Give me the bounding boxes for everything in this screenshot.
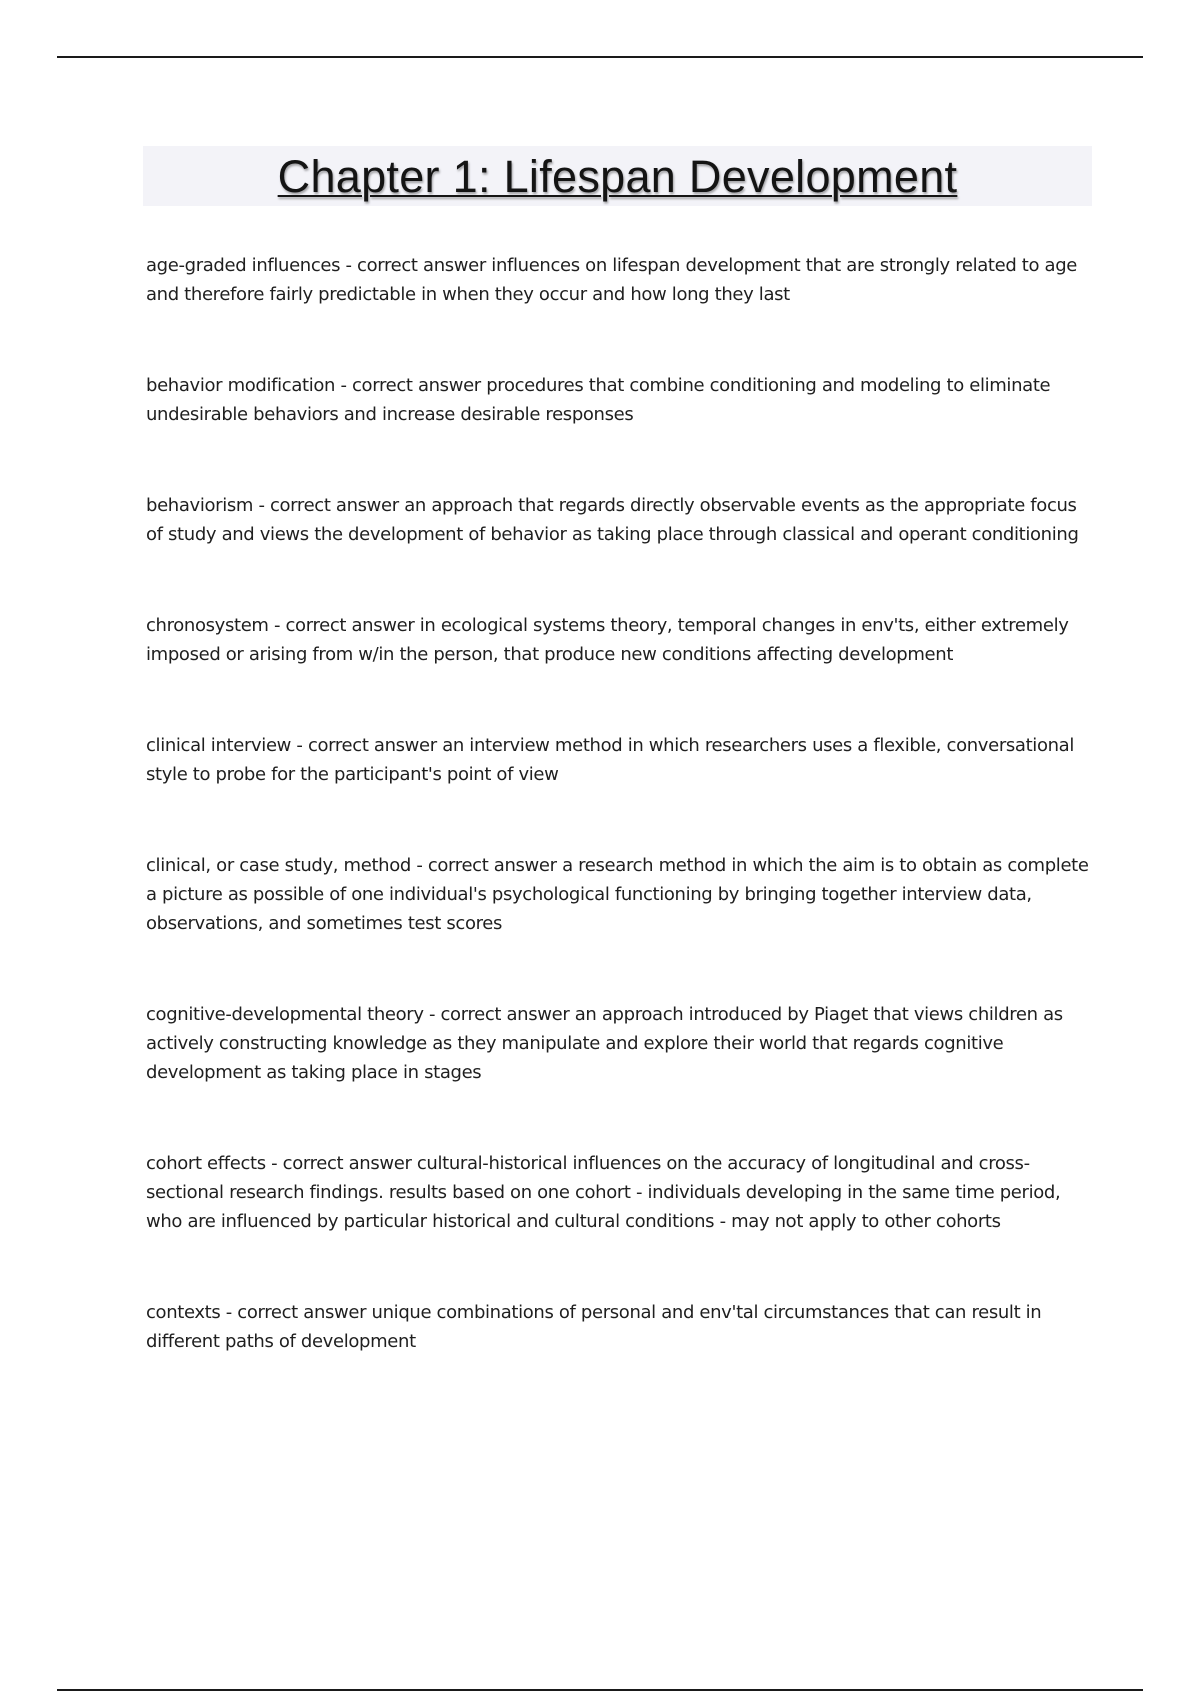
entry-term: contexts — [146, 1302, 221, 1323]
entry-separator: - correct answer — [253, 495, 405, 516]
entry-term: clinical, or case study, method — [146, 855, 411, 876]
entry-definition: a research method in which the aim is to obtain as complete a picture as possible of one individual's psychological functioning by bringing together interview data, observations, and sometimes test scores — [146, 855, 1089, 934]
bottom-rule — [57, 1689, 1143, 1691]
entry-term: clinical interview — [146, 735, 292, 756]
glossary-entry — [146, 1298, 1096, 1356]
glossary-entry — [146, 1000, 1096, 1087]
entry-definition: in ecological systems theory, temporal changes in env'ts, either extremely imposed or arising from w/in the person, that produce new conditions affecting development — [146, 615, 1069, 665]
entry-term: age-graded influences — [146, 255, 341, 276]
entry-definition: cultural-historical influences on the accuracy of longitudinal and cross-sectional research findings. results based on one cohort - individuals developing in the same time period, who are influenced by particular historical and cultural conditions - may not apply to other cohorts — [146, 1153, 1061, 1232]
glossary-list — [146, 251, 1096, 1418]
glossary-entry — [146, 611, 1096, 669]
glossary-entry — [146, 731, 1096, 789]
entry-definition: influences on lifespan development that are strongly related to age and therefore fairly predictable in when they occur and how long they last — [146, 255, 1078, 305]
top-rule — [57, 56, 1143, 58]
entry-definition: an approach that regards directly observable events as the appropriate focus of study and views the development of behavior as taking place through classical and operant conditioning — [146, 495, 1079, 545]
entry-term: behavior modification — [146, 375, 336, 396]
entry-term: cohort effects — [146, 1153, 266, 1174]
entry-term: cognitive-developmental theory — [146, 1004, 424, 1025]
entry-separator: - correct answer — [291, 735, 443, 756]
entry-separator: - correct answer — [268, 615, 420, 636]
entry-term: behaviorism — [146, 495, 254, 516]
entry-definition: unique combinations of personal and env'tal circumstances that can result in different paths of development — [146, 1302, 1042, 1352]
page-title: Chapter 1: Lifespan Development — [277, 150, 958, 202]
entry-separator: - correct answer — [220, 1302, 372, 1323]
entry-definition: an approach introduced by Piaget that views children as actively constructing knowledge as they manipulate and explore their world that regards cognitive development as taking place in stages — [146, 1004, 1063, 1083]
entry-separator: - correct answer — [410, 855, 563, 876]
glossary-entry — [146, 1149, 1096, 1236]
entry-separator: - correct answer — [340, 255, 492, 276]
entry-separator: - correct answer — [335, 375, 487, 396]
entry-definition: procedures that combine conditioning and modeling to eliminate undesirable behaviors and increase desirable responses — [146, 375, 1051, 425]
title-band — [143, 146, 1092, 206]
entry-separator: - correct answer — [423, 1004, 575, 1025]
glossary-entry — [146, 491, 1096, 549]
entry-definition: an interview method in which researchers uses a flexible, conversational style to probe for the participant's point of view — [146, 735, 1074, 785]
glossary-entry — [146, 371, 1096, 429]
glossary-entry — [146, 851, 1096, 938]
entry-term: chronosystem — [146, 615, 269, 636]
glossary-entry — [146, 251, 1096, 309]
entry-separator: - correct answer — [265, 1153, 417, 1174]
